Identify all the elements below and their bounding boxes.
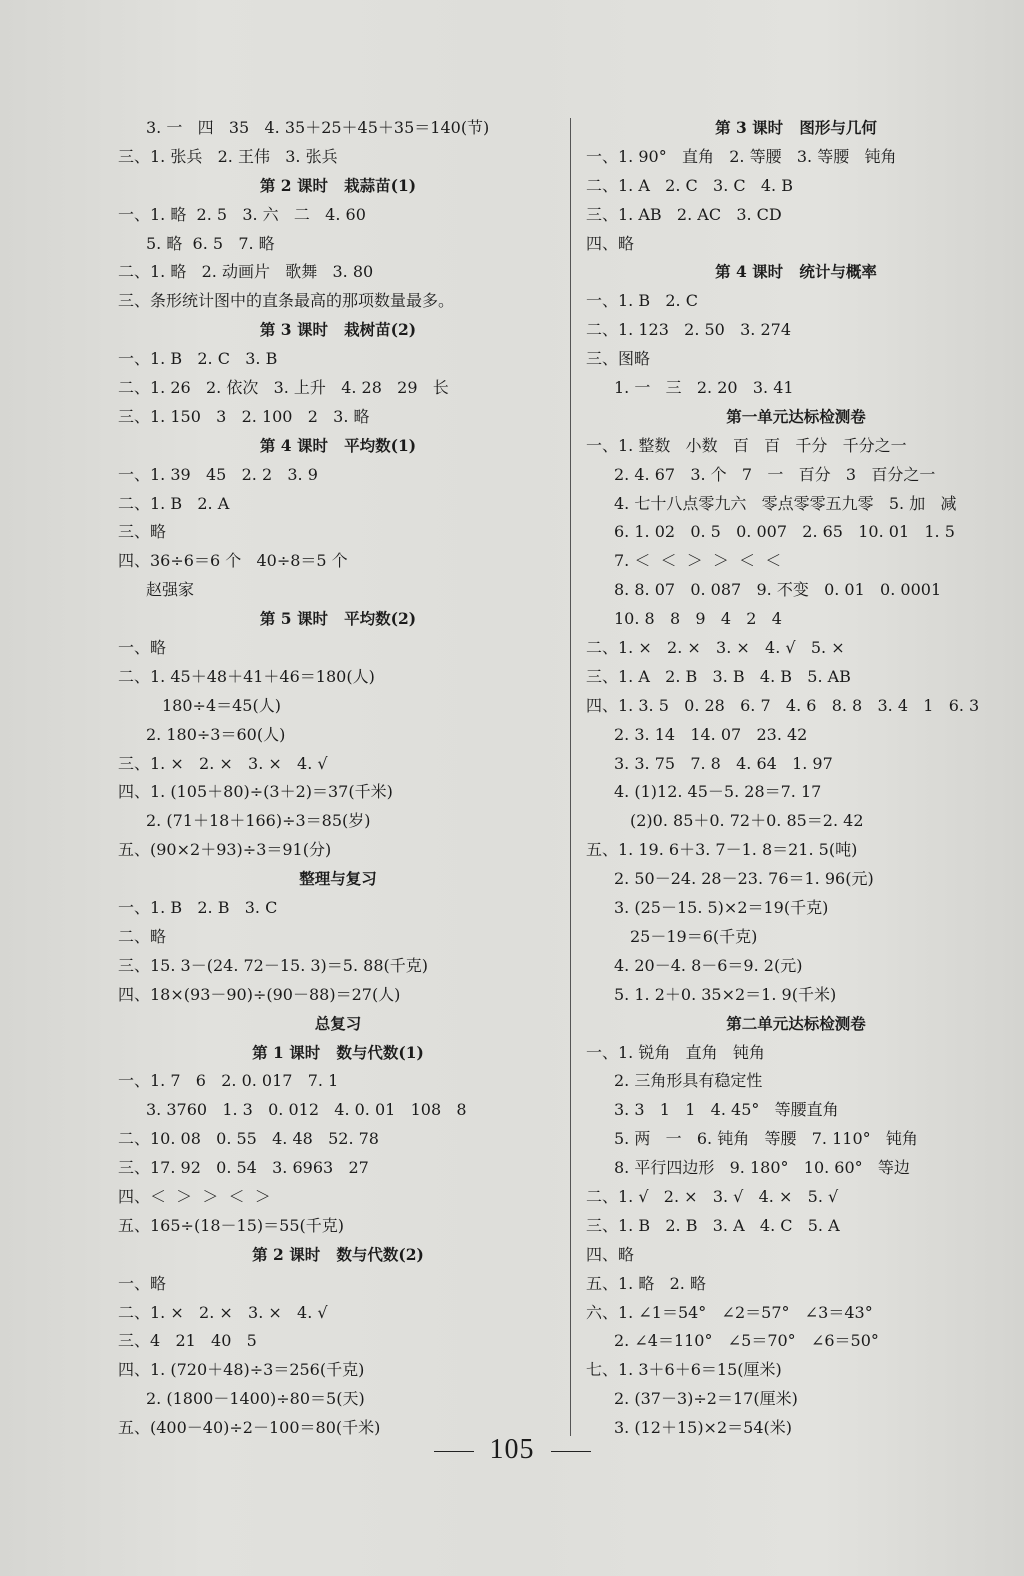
section-heading: 第 2 课时 数与代数(2)	[252, 1244, 424, 1264]
answer-line: 3. (12＋15)×2＝54(米)	[614, 1418, 792, 1438]
answer-line: 一、1. 整数 小数 百 百 千分 千分之一	[586, 435, 907, 455]
section-heading: 第 3 课时 图形与几何	[715, 118, 877, 137]
answer-line: 一、1. 39 45 2. 2 3. 9	[118, 464, 318, 484]
page-footer	[0, 1434, 1024, 1466]
answer-line: 二、1. 26 2. 依次 3. 上升 4. 28 29 长	[118, 378, 449, 398]
section-heading: 第 4 课时 平均数(1)	[259, 435, 417, 455]
answer-line: 25－19＝6(千克)	[630, 926, 758, 946]
answer-line: 二、1. 123 2. 50 3. 274	[586, 320, 792, 340]
footer-dash-left	[434, 1451, 474, 1452]
answer-line: 7. ＜ ＜ ＞ ＞ ＜ ＜	[614, 551, 782, 571]
answer-line: 一、1. B 2. C 3. B	[118, 349, 278, 369]
answer-line: 4. (1)12. 45－5. 28＝7. 17	[614, 782, 822, 802]
answer-line: 2. (37－3)÷2＝17(厘米)	[614, 1389, 798, 1409]
section-heading: 第 3 课时 栽树苗(2)	[259, 320, 417, 340]
answer-line: 四、略	[586, 1244, 635, 1264]
answer-line: 三、15. 3－(24. 72－15. 3)＝5. 88(千克)	[118, 955, 428, 975]
answer-line: 五、1. 19. 6＋3. 7－1. 8＝21. 5(吨)	[586, 840, 858, 860]
answer-line: 4. 20－4. 8－6＝9. 2(元)	[614, 955, 803, 975]
answer-line: 三、1. B 2. B 3. A 4. C 5. A	[586, 1215, 840, 1235]
answer-line: 3. 一 四 35 4. 35＋25＋45＋35＝140(节)	[146, 118, 490, 137]
answer-line: 三、1. AB 2. AC 3. CD	[586, 204, 782, 224]
answer-line: 3. 3 1 1 4. 45° 等腰直角	[614, 1100, 839, 1120]
answer-line: 三、4 21 40 5	[118, 1331, 257, 1351]
answer-line: 三、17. 92 0. 54 3. 6963 27	[118, 1158, 369, 1178]
answer-line: 一、1. B 2. B 3. C	[118, 898, 278, 918]
answer-line: 一、略	[118, 638, 167, 658]
answer-line: 8. 平行四边形 9. 180° 10. 60° 等边	[614, 1158, 910, 1178]
answer-line: 180÷4＝45(人)	[162, 695, 281, 715]
answer-line: 四、1. 3. 5 0. 28 6. 7 4. 6 8. 8 3. 4 1 6. 3	[586, 695, 980, 715]
answer-line: 2. 4. 67 3. 个 7 一 百分 3 百分之一	[614, 464, 936, 484]
footer-dash-right	[551, 1451, 591, 1452]
section-heading: 第一单元达标检测卷	[726, 406, 866, 426]
answer-line: 三、略	[118, 522, 167, 542]
answer-line: 四、36÷6＝6 个 40÷8＝5 个	[118, 551, 348, 571]
answer-line: 三、1. 张兵 2. 王伟 3. 张兵	[118, 146, 338, 166]
answer-line: 二、略	[118, 926, 167, 946]
answer-line: 四、1. (720＋48)÷3＝256(千克)	[118, 1360, 365, 1380]
page-number: 105	[489, 1434, 535, 1465]
answer-line: 赵强家	[146, 580, 195, 600]
answer-line: 2. 三角形具有稳定性	[614, 1071, 763, 1091]
answer-line: 4. 七十八点零九六 零点零零五九零 5. 加 减	[614, 493, 957, 513]
answer-line: 2. (71＋18＋166)÷3＝85(岁)	[146, 811, 371, 831]
answer-line: 一、1. 90° 直角 2. 等腰 3. 等腰 钝角	[586, 146, 897, 166]
answer-line: 8. 8. 07 0. 087 9. 不变 0. 01 0. 0001	[614, 580, 942, 600]
answer-line: 五、(90×2＋93)÷3＝91(分)	[118, 840, 332, 860]
answer-line: 6. 1. 02 0. 5 0. 007 2. 65 10. 01 1. 5	[614, 522, 955, 542]
answer-line: 2. ∠4＝110° ∠5＝70° ∠6＝50°	[614, 1331, 879, 1351]
answer-line: 2. (1800－1400)÷80＝5(天)	[146, 1389, 365, 1409]
section-heading: 第 1 课时 数与代数(1)	[252, 1042, 424, 1062]
answer-line: 四、1. (105＋80)÷(3＋2)＝37(千米)	[118, 782, 393, 802]
answer-line: 四、略	[586, 233, 635, 253]
answer-line: 三、图略	[586, 349, 651, 369]
column-divider	[570, 118, 571, 1436]
section-heading: 第 4 课时 统计与概率	[715, 262, 877, 282]
answer-line: 3. 3. 75 7. 8 4. 64 1. 97	[614, 753, 833, 773]
answer-line: 三、1. A 2. B 3. B 4. B 5. AB	[586, 666, 851, 686]
answer-line: 5. 两 一 6. 钝角 等腰 7. 110° 钝角	[614, 1129, 918, 1149]
answer-line: (2)0. 85＋0. 72＋0. 85＝2. 42	[630, 811, 864, 831]
answer-line: 五、(400－40)÷2－100＝80(千米)	[118, 1418, 381, 1438]
answer-line: 3. 3760 1. 3 0. 012 4. 0. 01 108 8	[146, 1100, 467, 1120]
answer-line: 二、1. 略 2. 动画片 歌舞 3. 80	[118, 262, 374, 282]
answer-line: 2. 3. 14 14. 07 23. 42	[614, 724, 808, 744]
answer-line: 三、1. 150 3 2. 100 2 3. 略	[118, 406, 370, 426]
answer-line: 2. 50－24. 28－23. 76＝1. 96(元)	[614, 869, 874, 889]
answer-line: 六、1. ∠1＝54° ∠2＝57° ∠3＝43°	[586, 1302, 873, 1322]
answer-line: 一、1. B 2. C	[586, 291, 698, 311]
answer-line: 四、18×(93－90)÷(90－88)＝27(人)	[118, 984, 401, 1004]
answer-line: 二、10. 08 0. 55 4. 48 52. 78	[118, 1129, 379, 1149]
answer-line: 五、165÷(18－15)＝55(千克)	[118, 1215, 344, 1235]
answer-line: 一、略	[118, 1273, 167, 1293]
answer-line: 三、1. × 2. × 3. × 4. √	[118, 753, 328, 773]
section-heading: 第 2 课时 栽蒜苗(1)	[259, 175, 417, 195]
answer-line: 一、1. 7 6 2. 0. 017 7. 1	[118, 1071, 339, 1091]
answer-line: 5. 1. 2＋0. 35×2＝1. 9(千米)	[614, 984, 837, 1004]
answer-line: 5. 略 6. 5 7. 略	[146, 233, 275, 253]
answer-line: 二、1. × 2. × 3. × 4. √	[118, 1302, 328, 1322]
answer-line: 二、1. 45＋48＋41＋46＝180(人)	[118, 666, 375, 686]
right-column	[586, 114, 1006, 1443]
answer-line: 1. 一 三 2. 20 3. 41	[614, 378, 794, 398]
answer-line: 一、1. 略 2. 5 3. 六 二 4. 60	[118, 204, 366, 224]
answer-line: 二、1. A 2. C 3. C 4. B	[586, 175, 793, 195]
section-heading: 总复习	[314, 1013, 362, 1033]
section-heading: 第 5 课时 平均数(2)	[259, 609, 417, 629]
answer-line: 七、1. 3＋6＋6＝15(厘米)	[586, 1360, 782, 1380]
answer-line: 2. 180÷3＝60(人)	[146, 724, 286, 744]
section-heading: 整理与复习	[299, 869, 377, 889]
answer-line: 二、1. × 2. × 3. × 4. √ 5. ×	[586, 638, 845, 658]
answer-line: 10. 8 8 9 4 2 4	[614, 609, 782, 629]
answer-line: 3. (25－15. 5)×2＝19(千克)	[614, 898, 829, 918]
answer-line: 一、1. 锐角 直角 钝角	[586, 1042, 765, 1062]
answer-line: 二、1. B 2. A	[118, 493, 230, 513]
left-column	[118, 114, 558, 1443]
answer-line: 二、1. √ 2. × 3. √ 4. × 5. √	[586, 1186, 839, 1206]
answer-line: 四、＜ ＞ ＞ ＜ ＞	[118, 1186, 271, 1206]
section-heading: 第二单元达标检测卷	[726, 1013, 866, 1033]
answer-line: 三、条形统计图中的直条最高的那项数量最多。	[118, 291, 455, 311]
answer-line: 五、1. 略 2. 略	[586, 1273, 706, 1293]
